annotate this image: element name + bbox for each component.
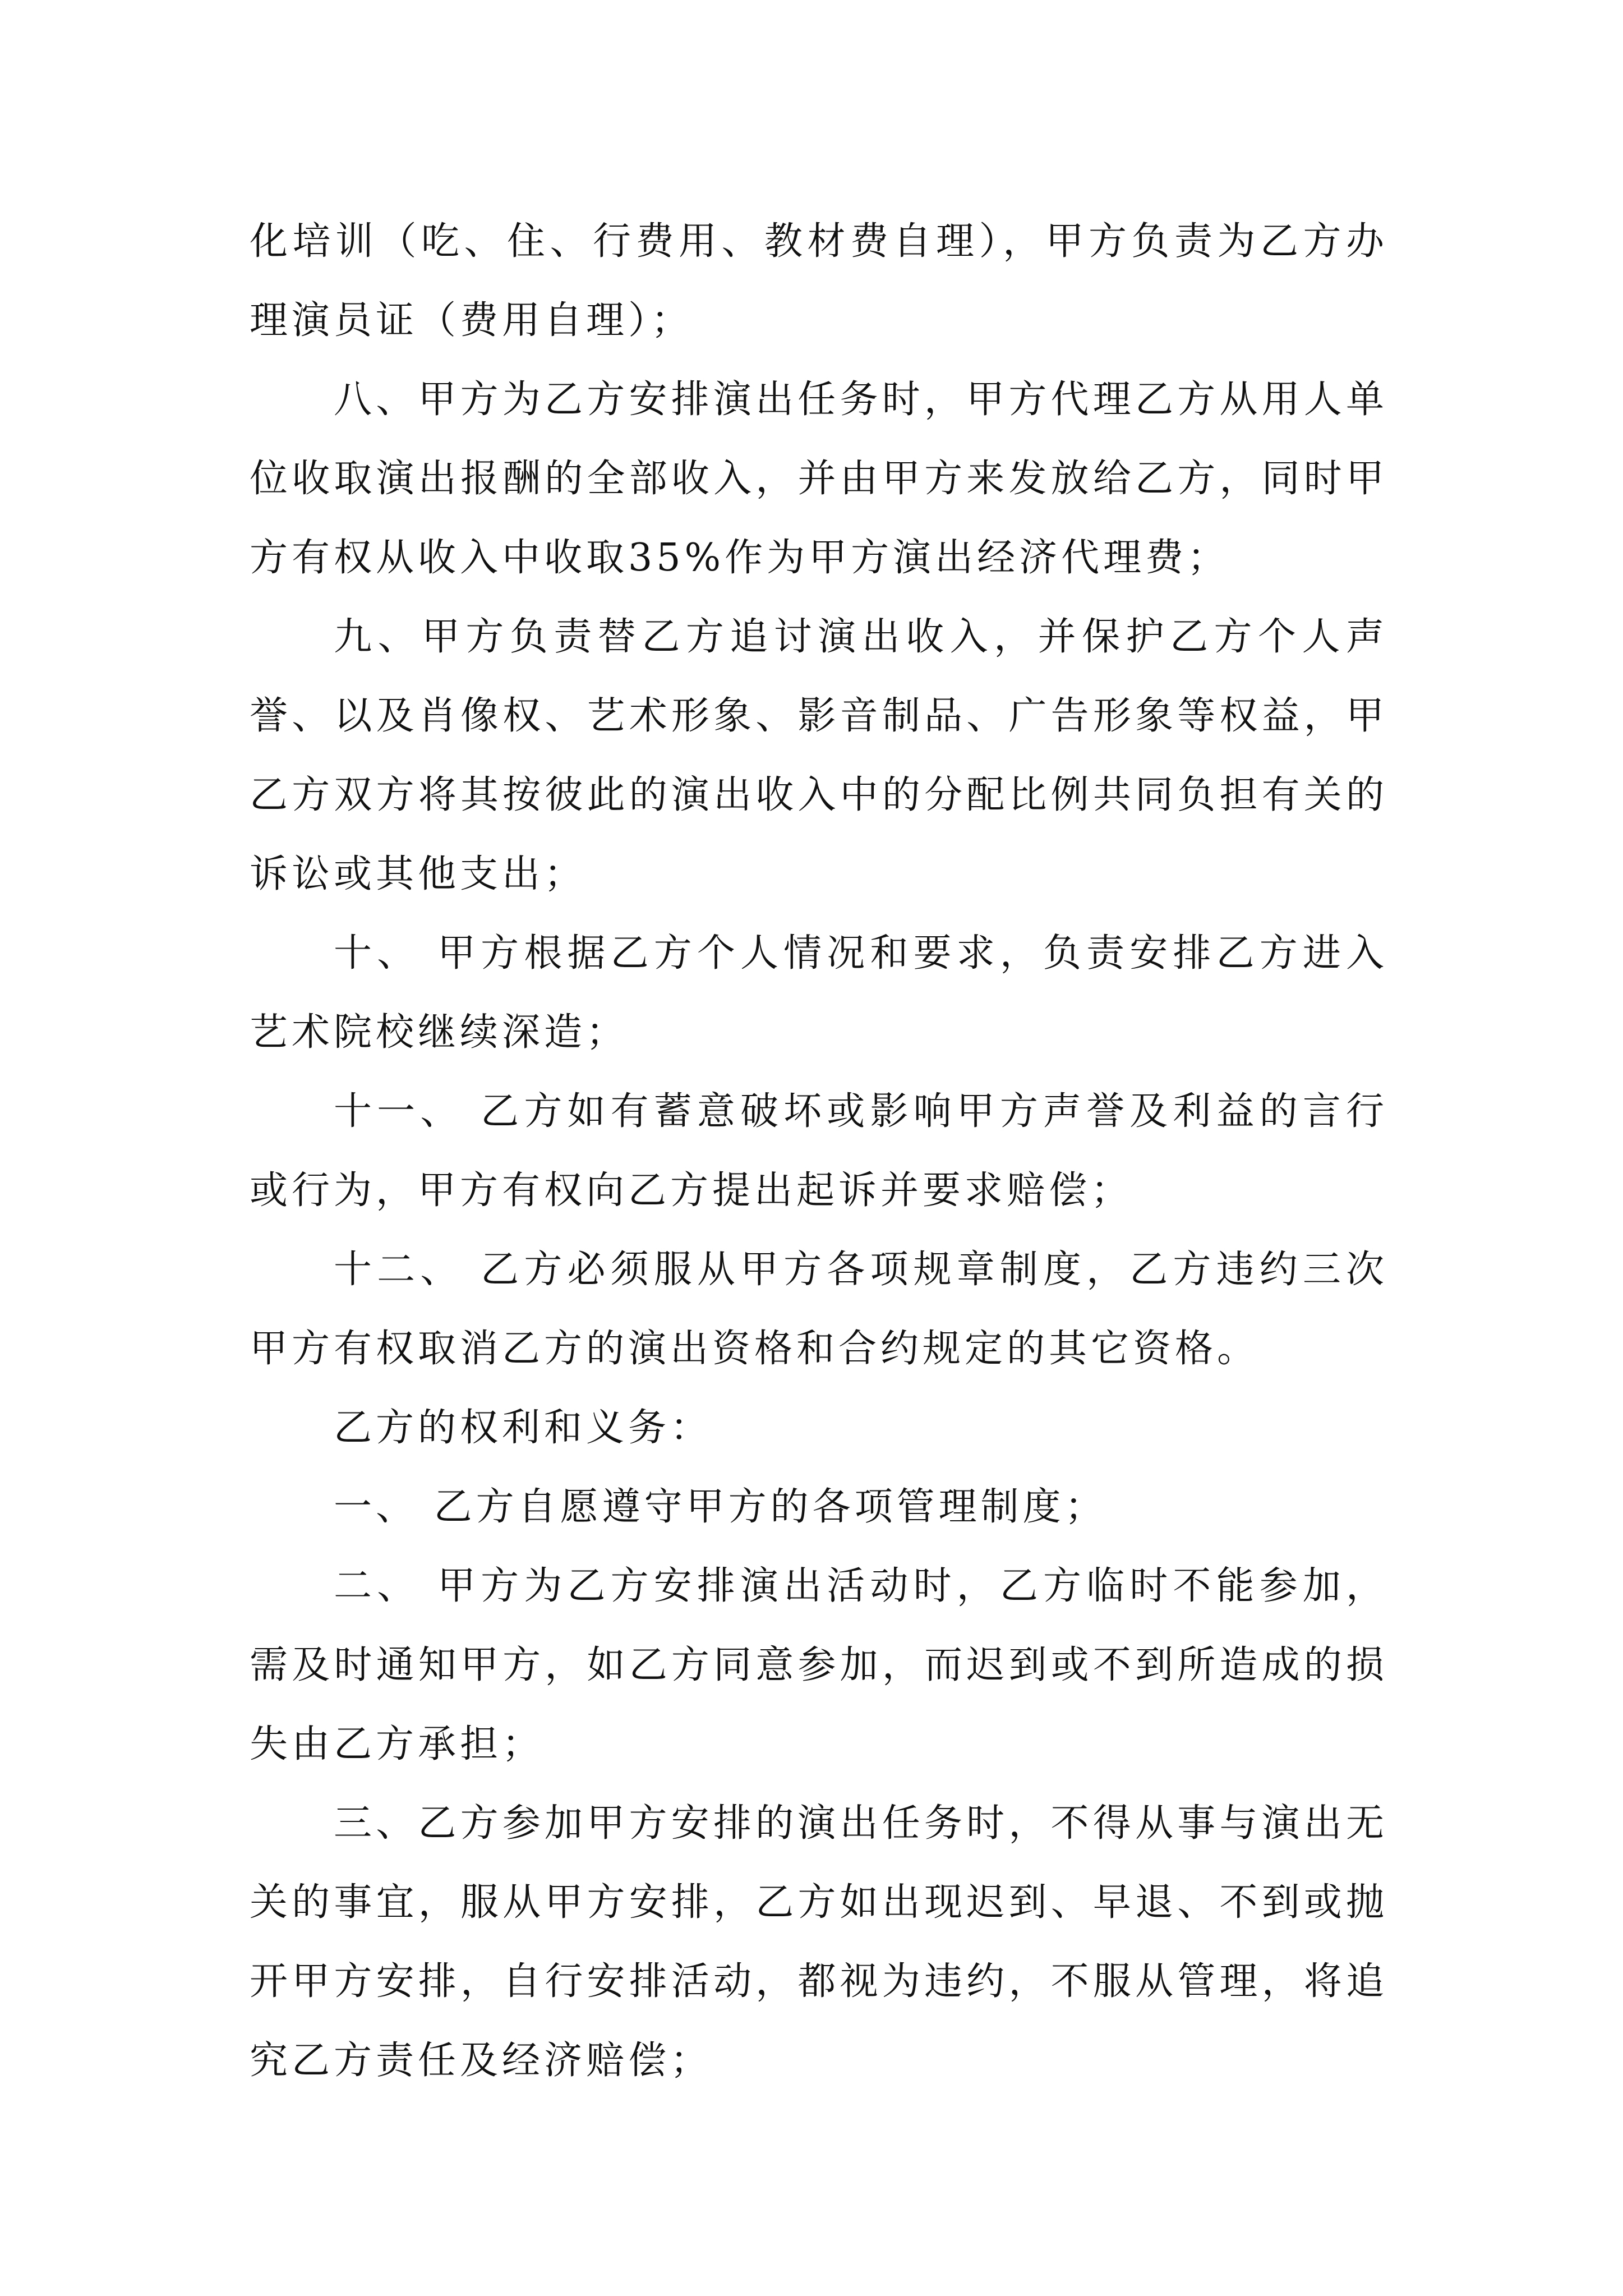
paragraph-party-b-clause-1: 一、 乙方自愿遵守甲方的各项管理制度；: [334, 1485, 1107, 1529]
paragraph-clause-11: 十一、 乙方如有蓄意破坏或影响甲方声誉及利益的言行或行为，甲方有权向乙方提出起诉并要求赔偿；: [250, 1089, 1388, 1213]
paragraph-clause-10: 十、 甲方根据乙方个人情况和要求，负责安排乙方进入艺术院校继续深造；: [250, 931, 1388, 1055]
paragraph-clause-8: 八、甲方为乙方安排演出任务时，甲方代理乙方从用人单位收取演出报酬的全部收入，并由甲方来发放给乙方，同时甲方有权从收入中收取35%作为甲方演出经济代理费；: [250, 378, 1388, 580]
paragraph-party-b-clause-3: 三、乙方参加甲方安排的演出任务时，不得从事与演出无关的事宜，服从甲方安排，乙方如出现迟到、早退、不到或抛开甲方安排，自行安排活动，都视为违约，不服从管理，将追究乙方责任及经济赔偿；: [250, 1801, 1388, 2083]
section-heading-party-b-rights: 乙方的权利和义务：: [334, 1406, 713, 1450]
document-body: [250, 202, 1388, 2100]
paragraph-clause-12: 十二、 乙方必须服从甲方各项规章制度，乙方违约三次甲方有权取消乙方的演出资格和合约规定的其它资格。: [250, 1248, 1388, 1371]
paragraph-party-b-clause-2: 二、 甲方为乙方安排演出活动时，乙方临时不能参加，需及时通知甲方，如乙方同意参加，而迟到或不到所造成的损失由乙方承担；: [250, 1564, 1388, 1766]
paragraph-clause-9: 九、甲方负责替乙方追讨演出收入，并保护乙方个人声誉、以及肖像权、艺术形象、影音制品、广告形象等权益，甲乙方双方将其按彼此的演出收入中的分配比例共同负担有关的诉讼或其他支出；: [250, 615, 1388, 896]
paragraph-continuation: 化培训（吃、住、行费用、教材费自理），甲方负责为乙方办理演员证（费用自理）；: [250, 219, 1388, 343]
